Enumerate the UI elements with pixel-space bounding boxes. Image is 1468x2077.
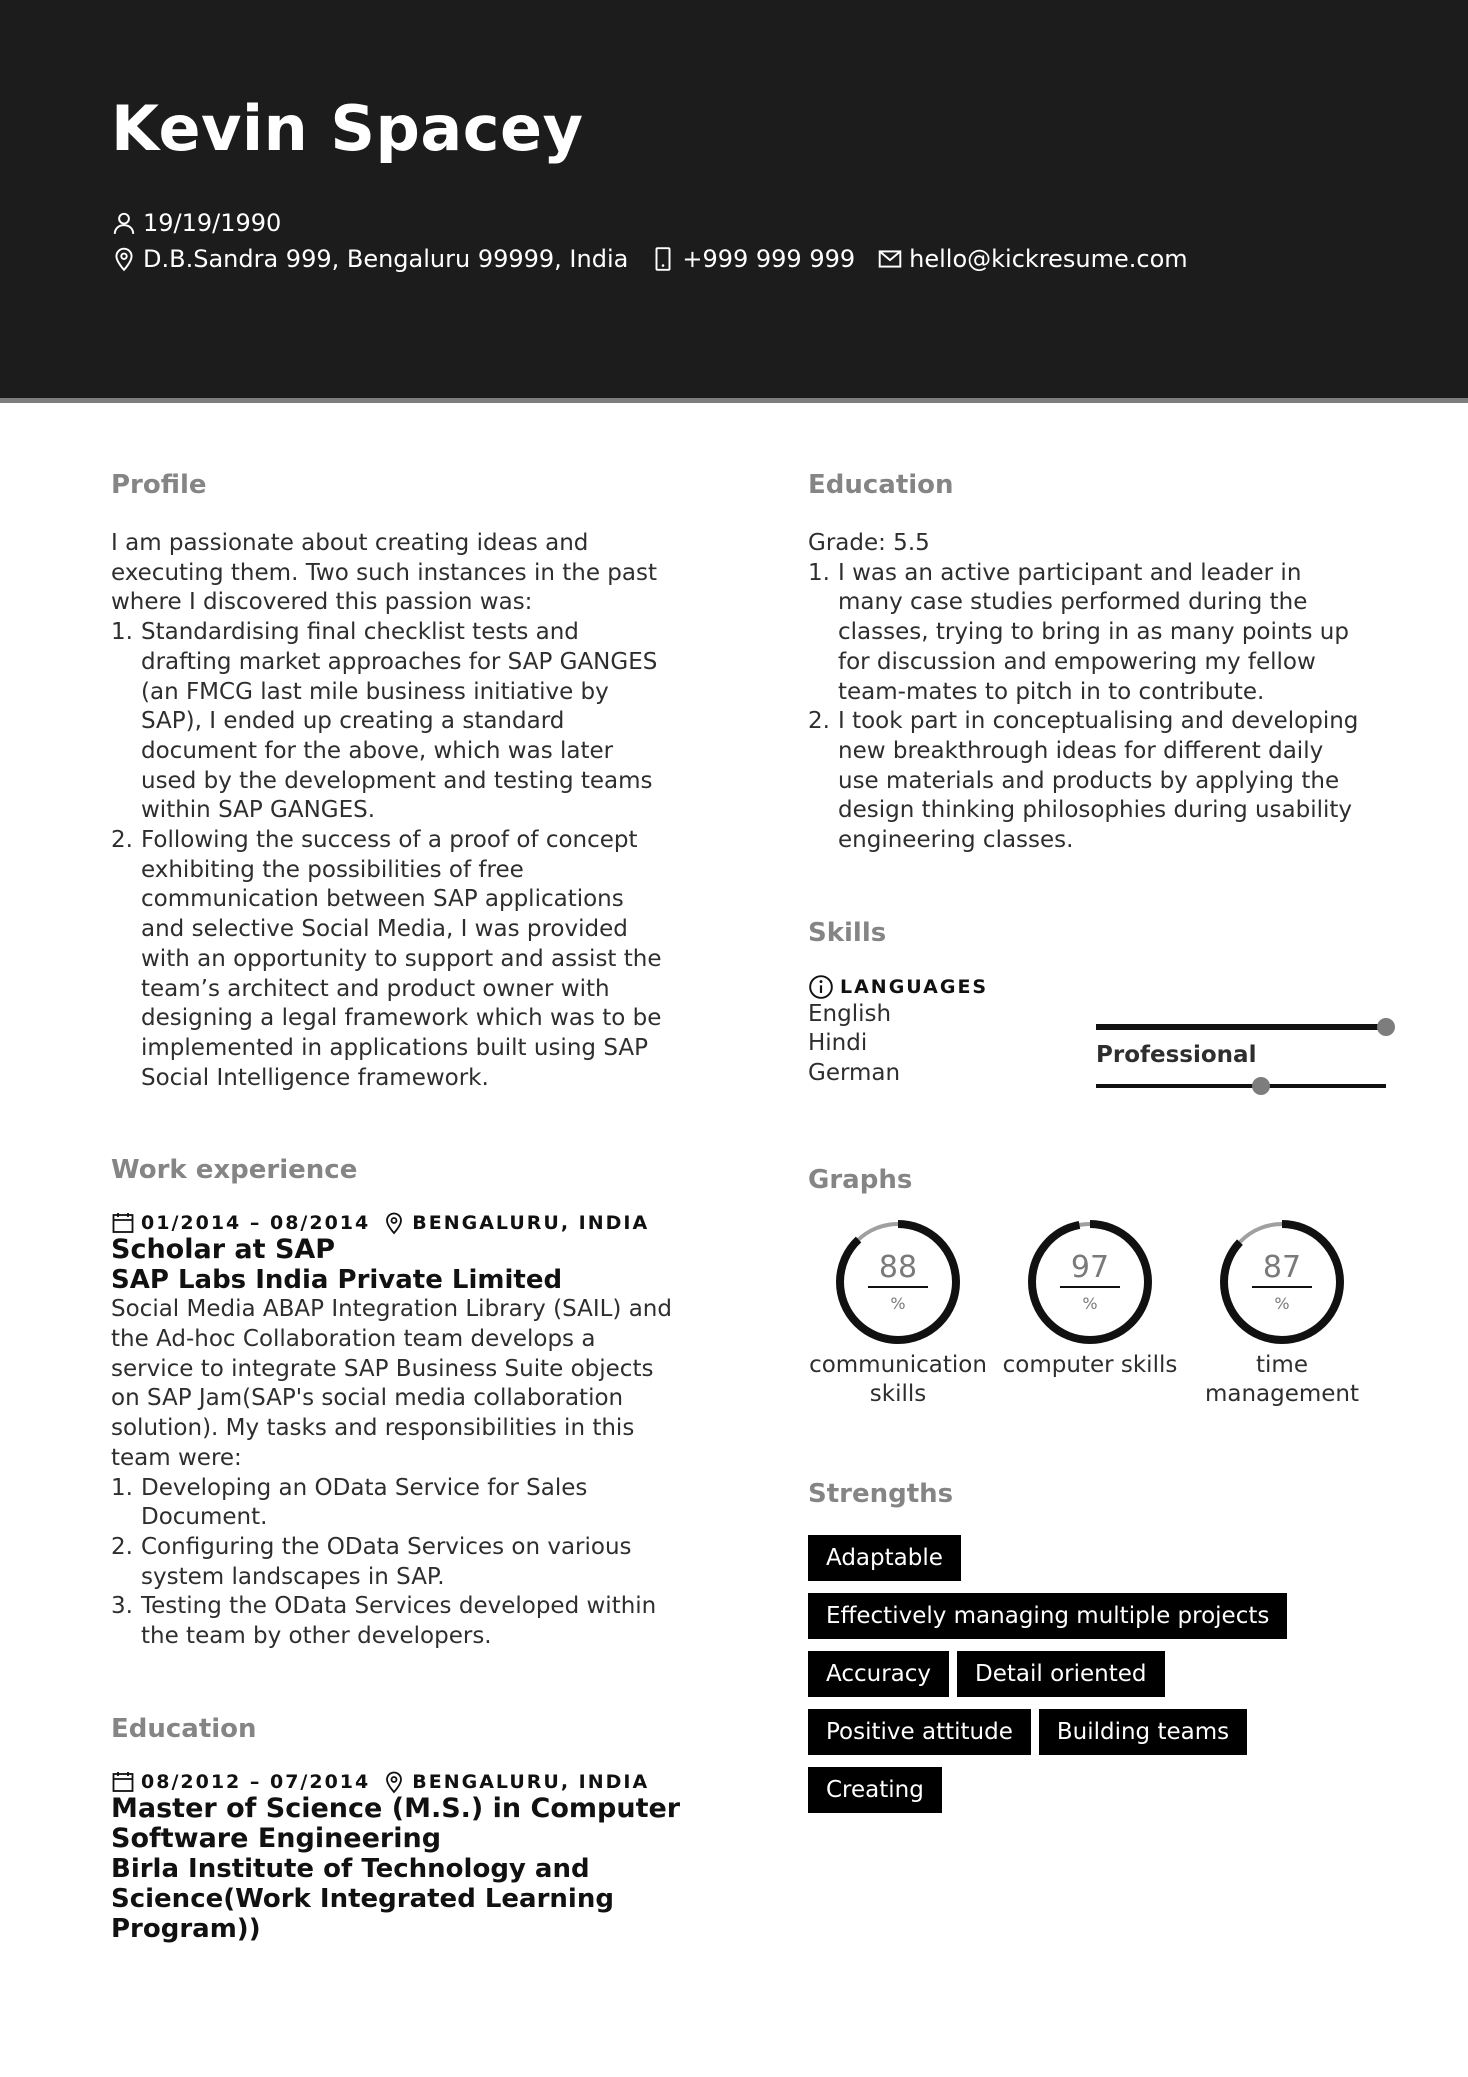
education-location: BENGALURU, INDIA <box>412 1770 650 1793</box>
dob-text: 19/19/1990 <box>143 209 282 237</box>
right-column <box>808 470 1388 1825</box>
list-line: designing a legal framework which was to be <box>141 1005 662 1032</box>
profile-intro-line: executing them. Two such instances in the past <box>111 559 657 586</box>
phone-icon <box>650 246 676 272</box>
work-dates: 01/2014 – 08/2014 <box>141 1212 371 1235</box>
list-line: drafting market approaches for SAP GANGES <box>141 648 658 675</box>
list-line: system landscapes in SAP. <box>141 1563 445 1590</box>
donut-label <box>1000 1351 1180 1381</box>
education-title-left: Education <box>111 1713 257 1744</box>
list-line: Document. <box>141 1504 268 1531</box>
job-position: Scholar at SAP <box>111 1234 336 1266</box>
list-line: for discussion and empowering my fellow <box>838 648 1316 675</box>
list-line: team’s architect and product owner with <box>141 975 610 1002</box>
address-text: D.B.Sandra 999, Bengaluru 99999, India <box>143 245 629 273</box>
list-line: many case studies performed during the <box>838 589 1308 616</box>
skill-level-label: Professional <box>1096 1041 1257 1068</box>
job-company: SAP Labs India Private Limited <box>111 1265 563 1296</box>
profile-title: Profile <box>111 470 207 500</box>
list-line: classes, trying to bring in as many points up <box>838 619 1349 646</box>
degree-line: Software Engineering <box>111 1822 442 1854</box>
calendar-icon <box>111 1770 135 1794</box>
language-item: German <box>808 1060 901 1087</box>
language-item: English <box>808 1000 892 1027</box>
strength-badge: Adaptable <box>808 1535 961 1581</box>
degree-line: Master of Science (M.S.) in Computer <box>111 1792 681 1824</box>
list-line: (an FMCG last mile business initiative by <box>141 678 609 705</box>
donut-label-line: management <box>1204 1381 1360 1408</box>
strength-row <box>808 1767 1388 1825</box>
strength-row <box>808 1593 1388 1651</box>
work-experience-title: Work experience <box>111 1155 358 1186</box>
list-line: and selective Social Media, I was provided <box>141 916 628 943</box>
strength-badge: Building teams <box>1039 1709 1247 1755</box>
graphs-title: Graphs <box>808 1164 913 1195</box>
desc-line: Social Media ABAP Integration Library (SAIL) and <box>111 1296 672 1323</box>
list-item <box>808 707 1388 856</box>
donut-chart <box>1025 1217 1155 1347</box>
contact-row <box>111 245 1188 273</box>
list-item <box>111 618 691 826</box>
school-line: Birla Institute of Technology and <box>111 1853 590 1884</box>
list-line: team-mates to pitch in to contribute. <box>838 678 1265 705</box>
desc-line: service to integrate SAP Business Suite objects <box>111 1355 654 1382</box>
list-line: Following the success of a proof of concept <box>141 827 638 854</box>
list-line: communication between SAP applications <box>141 886 624 913</box>
strength-row <box>808 1709 1388 1767</box>
donut-label-line: communication <box>809 1351 987 1378</box>
list-item <box>111 1592 691 1651</box>
work-location: BENGALURU, INDIA <box>412 1212 650 1235</box>
strength-row <box>808 1651 1388 1709</box>
email-link[interactable]: hello@kickresume.com <box>909 245 1188 273</box>
list-line: with an opportunity to support and assist the <box>141 945 662 972</box>
list-line: implemented in applications built using SAP <box>141 1034 648 1061</box>
phone-text[interactable]: +999 999 999 <box>682 245 856 273</box>
list-line: use materials and products by applying the <box>838 767 1340 794</box>
school-line: Program)) <box>111 1913 261 1944</box>
strength-badge: Effectively managing multiple projects <box>808 1593 1287 1639</box>
donut-unit: % <box>1274 1293 1290 1313</box>
dob-row <box>111 209 281 237</box>
skill-level-knob <box>1377 1018 1395 1036</box>
left-column <box>111 470 691 1944</box>
skill-level-knob <box>1252 1077 1270 1095</box>
list-item <box>808 559 1388 708</box>
list-line: the team by other developers. <box>141 1623 492 1650</box>
profile-intro-line: where I discovered this passion was: <box>111 589 533 616</box>
strength-badge: Creating <box>808 1767 942 1813</box>
desc-line: team were: <box>111 1444 242 1471</box>
header <box>0 0 1468 403</box>
list-line: Standardising final checklist tests and <box>141 619 579 646</box>
list-line: new breakthrough ideas for different daily <box>838 737 1324 764</box>
strengths-list <box>808 1535 1388 1825</box>
donut-label <box>1192 1351 1372 1410</box>
work-tasks-list <box>111 1474 691 1652</box>
list-line: used by the development and testing teams <box>141 767 653 794</box>
desc-line: on SAP Jam(SAP's social media collaboration <box>111 1385 624 1412</box>
list-item <box>111 826 691 1093</box>
work-meta <box>111 1211 691 1235</box>
skill-level-bar-2 <box>1096 1084 1386 1088</box>
donut-label <box>808 1351 988 1410</box>
languages-header <box>808 974 1388 1000</box>
graph-time-management <box>1192 1217 1372 1410</box>
list-line: I took part in conceptualising and developing <box>838 708 1359 735</box>
list-line: Configuring the OData Services on various <box>141 1533 632 1560</box>
location-pin-icon <box>382 1770 406 1794</box>
graph-communication <box>808 1217 988 1410</box>
skill-level-bar-1 <box>1096 1024 1386 1030</box>
donut-unit: % <box>1082 1293 1098 1313</box>
list-item <box>111 1474 691 1533</box>
degree-name <box>111 1794 691 1854</box>
location-pin-icon <box>382 1211 406 1235</box>
list-line: Developing an OData Service for Sales <box>141 1474 588 1501</box>
donut-value: 97 <box>1070 1249 1110 1285</box>
school-name <box>111 1854 691 1944</box>
strengths-title: Strengths <box>808 1478 954 1509</box>
info-icon <box>808 974 834 1000</box>
list-item <box>111 1533 691 1592</box>
profile-intro <box>111 529 691 618</box>
list-line: Social Intelligence framework. <box>141 1064 489 1091</box>
list-line: design thinking philosophies during usability <box>838 797 1353 824</box>
list-line: I was an active participant and leader in <box>838 559 1302 586</box>
donut-label-line: time <box>1256 1351 1308 1378</box>
profile-intro-line: I am passionate about creating ideas and <box>111 530 589 556</box>
strength-badge: Accuracy <box>808 1651 949 1697</box>
person-icon <box>111 210 137 236</box>
list-line: exhibiting the possibilities of free <box>141 856 524 883</box>
skills-block <box>808 974 1388 1099</box>
list-line: within SAP GANGES. <box>141 797 376 824</box>
education-meta <box>111 1770 691 1794</box>
list-line: engineering classes. <box>838 827 1074 854</box>
education-list <box>808 559 1388 856</box>
strength-badge: Detail oriented <box>957 1651 1164 1697</box>
education-dates: 08/2012 – 07/2014 <box>141 1770 371 1793</box>
school-line: Science(Work Integrated Learning <box>111 1883 614 1914</box>
location-pin-icon <box>111 246 137 272</box>
donut-chart <box>833 1217 963 1347</box>
list-line: SAP), I ended up creating a standard <box>141 708 565 735</box>
calendar-icon <box>111 1211 135 1235</box>
donut-label-line: computer skills <box>1002 1351 1178 1378</box>
skills-title: Skills <box>808 917 887 948</box>
graphs-row <box>808 1217 1388 1427</box>
donut-chart <box>1217 1217 1347 1347</box>
desc-line: solution). My tasks and responsibilities in this <box>111 1415 635 1442</box>
list-line: Testing the OData Services developed within <box>141 1593 657 1620</box>
language-item: Hindi <box>808 1030 868 1057</box>
grade-text: Grade: 5.5 <box>808 530 930 556</box>
donut-value: 87 <box>1262 1249 1302 1285</box>
donut-unit: % <box>890 1293 906 1313</box>
graph-computer-skills <box>1000 1217 1180 1381</box>
donut-value: 88 <box>878 1249 918 1285</box>
languages-label: LANGUAGES <box>840 975 989 998</box>
candidate-name: Kevin Spacey <box>111 92 584 165</box>
strength-row <box>808 1535 1388 1593</box>
job-description <box>111 1295 691 1473</box>
list-line: document for the above, which was later <box>141 737 614 764</box>
desc-line: the Ad-hoc Collaboration team develops a <box>111 1326 596 1353</box>
profile-list <box>111 618 691 1093</box>
education-title-right: Education <box>808 470 954 500</box>
strength-badge: Positive attitude <box>808 1709 1031 1755</box>
donut-label-line: skills <box>869 1381 927 1408</box>
mail-icon <box>877 246 903 272</box>
